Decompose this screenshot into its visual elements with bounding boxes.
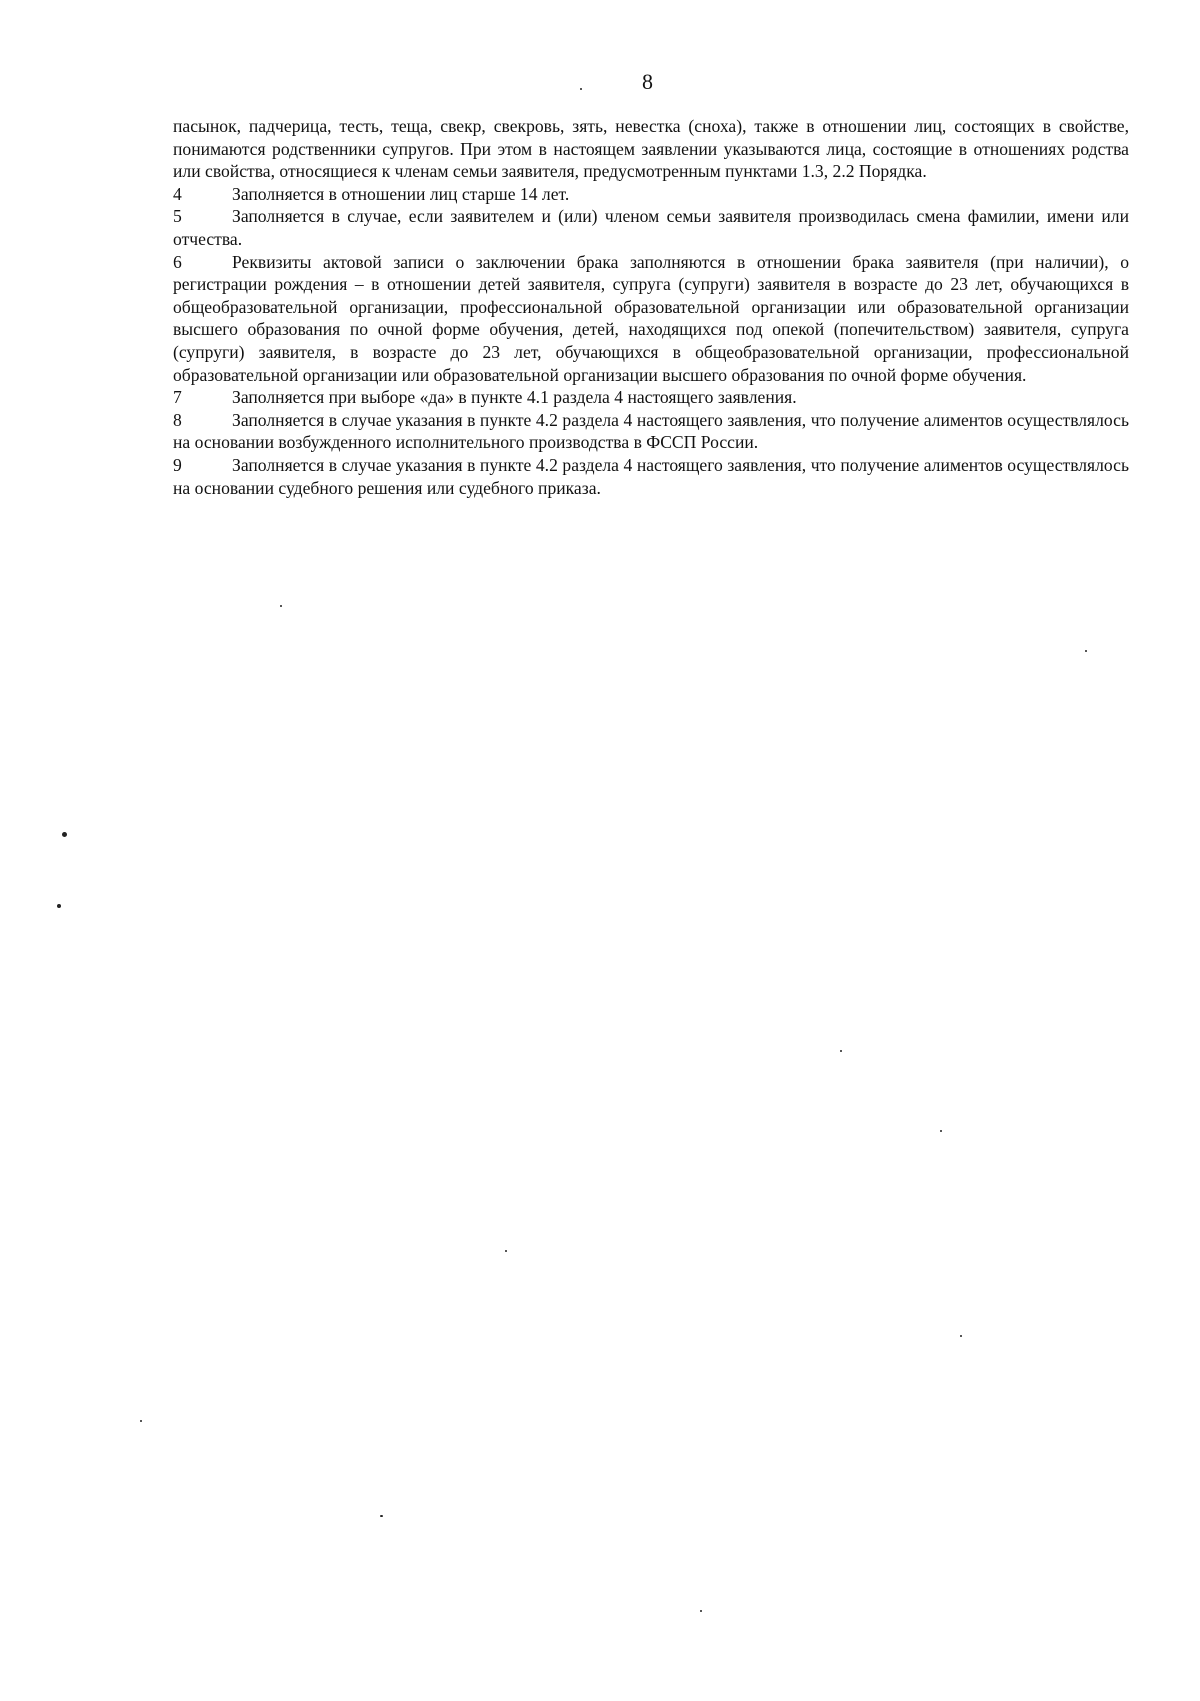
scan-speck xyxy=(700,1610,702,1612)
scan-speck xyxy=(580,88,582,90)
footnote-text: Заполняется в отношении лиц старше 14 лет. xyxy=(232,183,570,204)
scan-speck xyxy=(140,1420,142,1422)
scan-speck xyxy=(840,1050,842,1052)
scan-speck xyxy=(505,1250,507,1252)
footnote-number: 8 xyxy=(173,409,182,430)
scan-speck xyxy=(960,1335,962,1337)
footnote-4 xyxy=(173,183,1129,206)
footnote-8 xyxy=(173,409,1129,454)
scan-speck xyxy=(940,1130,942,1132)
scan-speck xyxy=(280,605,282,607)
footnote-7 xyxy=(173,386,1129,409)
footnote-text: Заполняется при выборе «да» в пункте 4.1 раздела 4 настоящего заявления. xyxy=(232,387,797,408)
footnote-9 xyxy=(173,454,1129,499)
scan-speck xyxy=(62,832,67,837)
footnote-number: 9 xyxy=(173,454,182,475)
scan-speck xyxy=(380,1515,383,1517)
footnotes-block xyxy=(173,115,1129,499)
footnote-6 xyxy=(173,251,1129,387)
footnote-text: Заполняется в случае указания в пункте 4.2 раздела 4 настоящего заявления, что получение алиментов осуществлялось на основании возбужденного исполнительного производства в ФССП России. xyxy=(173,409,1129,453)
footnote-number: 7 xyxy=(173,387,182,408)
scan-speck xyxy=(1085,650,1087,652)
footnote-text: Заполняется в случае, если заявителем и (или) членом семьи заявителя производилась смена фамилии, имени или отчества. xyxy=(173,206,1129,249)
footnote-number: 5 xyxy=(173,206,182,227)
footnote-5 xyxy=(173,205,1129,250)
footnote-number: 6 xyxy=(173,251,182,272)
footnote-text: Заполняется в случае указания в пункте 4.2 раздела 4 настоящего заявления, что получение алиментов осуществлялось на основании судебного решения или судебного приказа. xyxy=(173,454,1129,498)
scan-speck xyxy=(57,904,61,908)
page-number: 8 xyxy=(642,69,653,94)
continuation-paragraph: пасынок, падчерица, тесть, теща, свекр, свекровь, зять, невестка (сноха), также в отношении лиц, состоящих в свойстве, понимаются родственники супругов. При этом в настоящем заявлении указываются лица, состоящие в отношениях родства или свойства, относящиеся к членам семьи заявителя, предусмотренным пунктами 1.3, 2.2 Порядка. xyxy=(173,116,1129,182)
footnote-text: Реквизиты актовой записи о заключении брака заполняются в отношении брака заявителя (при наличии), о регистрации рождения – в отношении детей заявителя, супруга (супруги) заявителя в возрасте до 23 лет, обучающихся в общеобразовательной организации, профессиональной образовательной организации или образовательной организации высшего образования по очной форме обучения, детей, находящихся под опекой (попечительством) заявителя, супруга (супруги) заявителя, в возрасте до 23 лет, обучающихся в общеобразовательной организации, профессиональной образовательной организации или образовательной организации высшего образования по очной форме обучения. xyxy=(173,251,1129,385)
footnote-number: 4 xyxy=(173,183,182,204)
